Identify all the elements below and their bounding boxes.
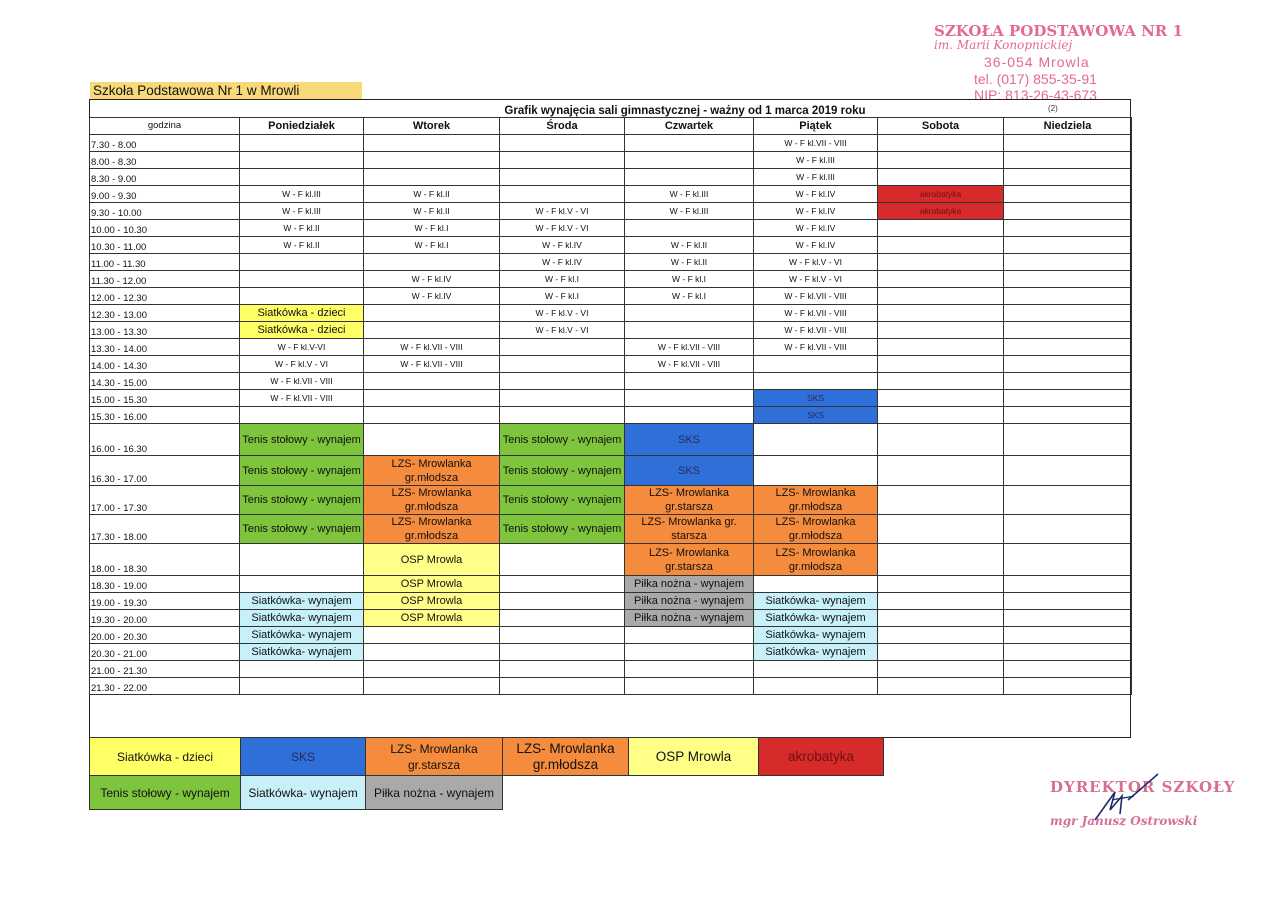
schedule-cell: W - F kl.IV [754,186,878,203]
schedule-cell: W - F kl.I [625,271,754,288]
schedule-cell [754,356,878,373]
schedule-row [90,390,1132,407]
time-column-header: godzina [90,118,240,135]
schedule-cell: W - F kl.II [364,203,500,220]
schedule-cell [625,678,754,695]
legend-table [89,737,884,810]
schedule-cell [878,305,1004,322]
schedule-cell: Siatkówka- wynajem [240,644,364,661]
schedule-cell [1004,220,1132,237]
schedule-cell: W - F kl.I [364,237,500,254]
schedule-row [90,627,1132,644]
time-slot: 12.30 - 13.00 [90,305,240,322]
schedule-cell: W - F kl.II [240,237,364,254]
schedule-cell [1004,203,1132,220]
schedule-cell [500,610,625,627]
legend-item: akrobatyka [759,738,884,776]
schedule-cell [240,288,364,305]
schedule-cell [364,424,500,456]
schedule-cell: W - F kl.V-VI [240,339,364,356]
time-slot: 19.30 - 20.00 [90,610,240,627]
schedule-cell: Siatkówka- wynajem [240,593,364,610]
schedule-cell: W - F kl.VII - VIII [364,339,500,356]
schedule-cell: W - F kl.IV [754,203,878,220]
schedule-cell: LZS- Mrowlanka gr.młodsza [364,515,500,544]
time-slot: 15.00 - 15.30 [90,390,240,407]
schedule-cell [754,678,878,695]
schedule-cell: W - F kl.VII - VIII [625,356,754,373]
schedule-cell [1004,322,1132,339]
schedule-cell [364,390,500,407]
schedule-cell: W - F kl.VII - VIII [754,322,878,339]
schedule-cell [1004,627,1132,644]
schedule-cell [625,407,754,424]
legend-item: SKS [241,738,366,776]
schedule-cell: LZS- Mrowlanka gr. starsza [625,515,754,544]
schedule-cell: W - F kl.V - VI [500,220,625,237]
schedule-cell [878,237,1004,254]
schedule-cell [364,644,500,661]
schedule-cell [500,661,625,678]
schedule-cell [878,271,1004,288]
schedule-cell [878,515,1004,544]
time-slot: 18.30 - 19.00 [90,576,240,593]
schedule-cell: Tenis stołowy - wynajem [500,456,625,486]
schedule-cell [1004,373,1132,390]
schedule-cell [878,678,1004,695]
schedule-body [90,135,1132,695]
schedule-row [90,271,1132,288]
legend-item: LZS- Mrowlanka gr.starsza [366,738,503,776]
schedule-cell: W - F kl.IV [754,237,878,254]
schedule-cell [364,373,500,390]
schedule-row [90,305,1132,322]
schedule-cell: LZS- Mrowlanka gr.młodsza [754,544,878,576]
schedule-cell: W - F kl.III [625,186,754,203]
schedule-cell [625,305,754,322]
schedule-cell: Siatkówka- wynajem [240,627,364,644]
time-slot: 14.30 - 15.00 [90,373,240,390]
schedule-cell [878,356,1004,373]
time-slot: 11.30 - 12.00 [90,271,240,288]
schedule-row [90,544,1132,576]
schedule-cell: W - F kl.IV [500,237,625,254]
time-slot: 15.30 - 16.00 [90,407,240,424]
time-slot: 11.00 - 11.30 [90,254,240,271]
schedule-row [90,515,1132,544]
schedule-cell [1004,610,1132,627]
schedule-cell: Tenis stołowy - wynajem [500,515,625,544]
schedule-row [90,254,1132,271]
schedule-cell: W - F kl.III [625,203,754,220]
schedule-cell [500,373,625,390]
time-slot: 18.00 - 18.30 [90,544,240,576]
schedule-cell [625,322,754,339]
schedule-cell [240,407,364,424]
schedule-cell: W - F kl.III [240,203,364,220]
schedule-cell: Siatkówka- wynajem [754,610,878,627]
schedule-cell [1004,305,1132,322]
day-header: Piątek [754,118,878,135]
schedule-cell: LZS- Mrowlanka gr.młodsza [754,486,878,515]
schedule-cell [500,339,625,356]
day-header: Czwartek [625,118,754,135]
schedule-cell: Piłka nożna - wynajem [625,593,754,610]
schedule-cell [1004,456,1132,486]
schedule-row [90,288,1132,305]
time-slot: 14.00 - 14.30 [90,356,240,373]
schedule-cell [1004,254,1132,271]
schedule-cell [878,152,1004,169]
schedule-cell [1004,356,1132,373]
schedule-cell: Tenis stołowy - wynajem [500,486,625,515]
schedule-cell [500,186,625,203]
schedule-cell [1004,390,1132,407]
schedule-cell [240,544,364,576]
schedule-cell: Siatkówka- wynajem [240,610,364,627]
legend-item: Siatkówka - dzieci [90,738,241,776]
schedule-cell: W - F kl.VII - VIII [240,390,364,407]
schedule-cell [625,627,754,644]
schedule-cell [625,644,754,661]
schedule-cell: W - F kl.II [364,186,500,203]
schedule-cell: W - F kl.IV [364,288,500,305]
schedule-cell [364,407,500,424]
schedule-cell: Piłka nożna - wynajem [625,576,754,593]
schedule-cell [878,576,1004,593]
schedule-cell [878,544,1004,576]
schedule-cell: SKS [754,390,878,407]
time-slot: 17.00 - 17.30 [90,486,240,515]
stamp-line-phone: tel. (017) 855-35-91 [974,71,1097,87]
schedule-row [90,135,1132,152]
schedule-row [90,593,1132,610]
schedule-cell [364,305,500,322]
time-slot: 20.30 - 21.00 [90,644,240,661]
schedule-cell: W - F kl.I [500,271,625,288]
schedule-cell: W - F kl.II [625,254,754,271]
schedule-cell: W - F kl.I [500,288,625,305]
schedule-cell [1004,661,1132,678]
schedule-cell: Piłka nożna - wynajem [625,610,754,627]
schedule-cell [500,576,625,593]
schedule-cell [1004,486,1132,515]
schedule-cell [364,322,500,339]
schedule-cell [878,322,1004,339]
legend-row [90,776,884,810]
director-signature [1040,770,1236,840]
school-stamp [920,22,1183,113]
schedule-cell [500,169,625,186]
schedule-cell [625,152,754,169]
schedule-row [90,339,1132,356]
schedule-cell [878,135,1004,152]
schedule-cell: Siatkówka - dzieci [240,322,364,339]
schedule-cell [878,407,1004,424]
stamp-line-patron: im. Marii Konopnickiej [934,38,1073,52]
signature-title: DYREKTOR SZKOŁY [1050,778,1236,796]
schedule-cell: W - F kl.III [240,186,364,203]
schedule-cell [1004,678,1132,695]
schedule-cell [500,135,625,152]
schedule-header-row [90,118,1132,135]
schedule-row [90,373,1132,390]
stamp-line-nip: NIP: 813-26-43-673 [974,87,1097,103]
schedule-cell [878,424,1004,456]
schedule-cell: Siatkówka- wynajem [754,627,878,644]
time-slot: 16.30 - 17.00 [90,456,240,486]
schedule-cell [754,424,878,456]
schedule-row [90,661,1132,678]
legend-row [90,738,884,776]
time-slot: 10.30 - 11.00 [90,237,240,254]
schedule-cell [878,644,1004,661]
schedule-cell [878,169,1004,186]
schedule-cell: SKS [625,456,754,486]
schedule-cell: W - F kl.I [625,288,754,305]
schedule-cell: W - F kl.V - VI [500,322,625,339]
schedule-cell [364,661,500,678]
time-slot: 19.00 - 19.30 [90,593,240,610]
schedule-row [90,186,1132,203]
schedule-cell: Tenis stołowy - wynajem [500,424,625,456]
schedule-cell [878,456,1004,486]
schedule-cell: W - F kl.VII - VIII [754,288,878,305]
schedule-cell: W - F kl.V - VI [500,203,625,220]
schedule-cell [1004,135,1132,152]
schedule-cell: Tenis stołowy - wynajem [240,456,364,486]
schedule-cell [625,390,754,407]
time-slot: 12.00 - 12.30 [90,288,240,305]
day-header: Środa [500,118,625,135]
schedule-cell [1004,644,1132,661]
schedule-cell: W - F kl.V - VI [754,254,878,271]
schedule-cell: W - F kl.II [240,220,364,237]
schedule-row [90,322,1132,339]
schedule-cell [625,135,754,152]
schedule-cell: W - F kl.V - VI [754,271,878,288]
schedule-cell: Siatkówka - dzieci [240,305,364,322]
schedule-cell [754,661,878,678]
schedule-cell [878,610,1004,627]
schedule-cell [754,576,878,593]
schedule-row [90,576,1132,593]
schedule-cell [1004,515,1132,544]
schedule-cell [240,271,364,288]
schedule-cell: Siatkówka- wynajem [754,593,878,610]
schedule-cell [240,152,364,169]
schedule-cell: OSP Mrowla [364,610,500,627]
schedule-row [90,220,1132,237]
day-header: Wtorek [364,118,500,135]
schedule-cell [1004,271,1132,288]
schedule-cell [1004,544,1132,576]
schedule-cell [500,678,625,695]
legend-item: Piłka nożna - wynajem [366,776,503,810]
schedule-cell: W - F kl.V - VI [240,356,364,373]
schedule-cell: W - F kl.III [754,152,878,169]
schedule-cell: LZS- Mrowlanka gr.starsza [625,544,754,576]
schedule-cell: W - F kl.II [625,237,754,254]
schedule-row [90,203,1132,220]
schedule-cell: LZS- Mrowlanka gr.starsza [625,486,754,515]
time-slot: 17.30 - 18.00 [90,515,240,544]
time-slot: 21.00 - 21.30 [90,661,240,678]
handwritten-signature-icon [1040,770,1220,840]
schedule-row [90,678,1132,695]
schedule-cell [364,627,500,644]
legend-item: LZS- Mrowlanka gr.młodsza [503,738,629,776]
schedule-cell: W - F kl.VII - VIII [754,339,878,356]
schedule-row [90,424,1132,456]
schedule-cell: W - F kl.VII - VIII [364,356,500,373]
schedule-cell: Tenis stołowy - wynajem [240,486,364,515]
school-title: Szkoła Podstawowa Nr 1 w Mrowli [90,82,362,99]
schedule-cell [878,593,1004,610]
schedule-cell [878,288,1004,305]
schedule-cell [1004,237,1132,254]
day-header: Niedziela [1004,118,1132,135]
schedule-cell [878,254,1004,271]
schedule-row [90,407,1132,424]
schedule-cell [500,544,625,576]
time-slot: 20.00 - 20.30 [90,627,240,644]
schedule-cell [364,254,500,271]
schedule-cell [1004,339,1132,356]
day-header: Poniedziałek [240,118,364,135]
time-slot: 8.00 - 8.30 [90,152,240,169]
schedule-cell: W - F kl.III [754,169,878,186]
time-slot: 16.00 - 16.30 [90,424,240,456]
schedule-cell [1004,424,1132,456]
schedule-cell: OSP Mrowla [364,576,500,593]
schedule-cell [1004,576,1132,593]
time-slot: 21.30 - 22.00 [90,678,240,695]
schedule-cell [754,373,878,390]
schedule-cell [878,486,1004,515]
schedule-cell [240,169,364,186]
legend-item: OSP Mrowla [629,738,759,776]
schedule-cell [500,356,625,373]
time-slot: 7.30 - 8.00 [90,135,240,152]
schedule-cell [1004,186,1132,203]
schedule-cell: SKS [625,424,754,456]
schedule-cell: W - F kl.IV [364,271,500,288]
time-slot: 10.00 - 10.30 [90,220,240,237]
time-slot: 9.00 - 9.30 [90,186,240,203]
schedule-cell [754,456,878,486]
schedule-cell: W - F kl.IV [754,220,878,237]
schedule-cell [625,661,754,678]
schedule-cell: LZS- Mrowlanka gr.młodsza [364,456,500,486]
schedule-cell: akrobatyka [878,203,1004,220]
schedule-cell [500,390,625,407]
schedule-cell [1004,593,1132,610]
schedule-row [90,356,1132,373]
schedule-row [90,169,1132,186]
schedule-title: Grafik wynajęcia sali gimnastycznej - ważny od 1 marca 2019 roku [504,105,866,117]
schedule-cell [1004,407,1132,424]
schedule-cell: Siatkówka- wynajem [754,644,878,661]
schedule-cell [500,407,625,424]
schedule-table [89,117,1132,695]
schedule-cell [878,339,1004,356]
schedule-row [90,486,1132,515]
schedule-cell [364,135,500,152]
schedule-cell [240,254,364,271]
schedule-cell: W - F kl.IV [500,254,625,271]
schedule-cell [625,169,754,186]
schedule-cell [625,373,754,390]
time-slot: 9.30 - 10.00 [90,203,240,220]
schedule-cell [878,627,1004,644]
schedule-row [90,610,1132,627]
schedule-cell [500,627,625,644]
page-number: (2) [1048,104,1058,113]
stamp-line-address: 36-054 Mrowla [984,54,1090,70]
schedule-cell [240,576,364,593]
time-slot: 8.30 - 9.00 [90,169,240,186]
schedule-row [90,456,1132,486]
schedule-cell [364,152,500,169]
schedule-cell: W - F kl.VII - VIII [240,373,364,390]
time-slot: 13.30 - 14.00 [90,339,240,356]
schedule-cell: W - F kl.V - VI [500,305,625,322]
schedule-cell: OSP Mrowla [364,544,500,576]
schedule-cell [240,678,364,695]
schedule-cell: W - F kl.VII - VIII [754,135,878,152]
schedule-row [90,644,1132,661]
schedule-cell: LZS- Mrowlanka gr.młodsza [364,486,500,515]
schedule-cell: akrobatyka [878,186,1004,203]
schedule-cell [878,390,1004,407]
schedule-cell: Tenis stołowy - wynajem [240,515,364,544]
time-slot: 13.00 - 13.30 [90,322,240,339]
day-header: Sobota [878,118,1004,135]
schedule-cell: W - F kl.VII - VIII [754,305,878,322]
schedule-cell [1004,169,1132,186]
schedule-cell [878,373,1004,390]
schedule-cell: Tenis stołowy - wynajem [240,424,364,456]
schedule-cell [500,152,625,169]
legend-item: Tenis stołowy - wynajem [90,776,241,810]
schedule-cell [364,678,500,695]
schedule-cell [878,220,1004,237]
schedule-cell: W - F kl.VII - VIII [625,339,754,356]
schedule-cell [500,644,625,661]
schedule-cell [878,661,1004,678]
stamp-line-school: SZKOŁA PODSTAWOWA NR 1 [934,22,1183,40]
schedule-row [90,152,1132,169]
schedule-cell [500,593,625,610]
schedule-cell [1004,288,1132,305]
schedule-cell [240,661,364,678]
schedule-cell: W - F kl.I [364,220,500,237]
schedule-cell [1004,152,1132,169]
schedule-cell: OSP Mrowla [364,593,500,610]
schedule-cell [240,135,364,152]
schedule-cell [625,220,754,237]
schedule-cell [364,169,500,186]
legend-item: Siatkówka- wynajem [241,776,366,810]
schedule-cell: SKS [754,407,878,424]
schedule-cell: LZS- Mrowlanka gr.młodsza [754,515,878,544]
signature-name: mgr Janusz Ostrowski [1050,814,1198,828]
schedule-row [90,237,1132,254]
